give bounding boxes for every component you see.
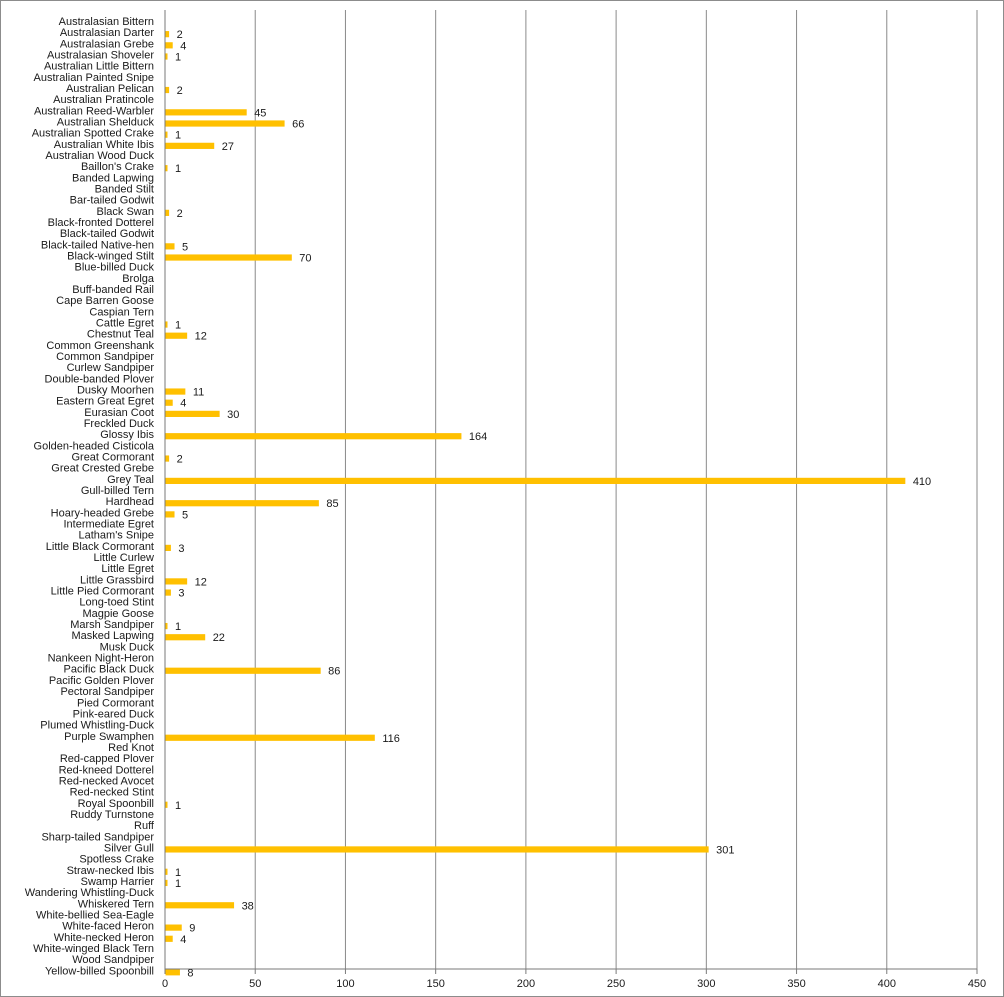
category-label: Latham's Snipe xyxy=(78,529,154,542)
data-label: 2 xyxy=(176,207,183,220)
bar xyxy=(166,143,215,149)
category-label: Purple Swamphen xyxy=(64,730,154,743)
category-label: Straw-necked Ibis xyxy=(66,864,154,877)
category-label: Black-tailed Native-hen xyxy=(40,239,154,252)
data-label: 12 xyxy=(194,330,207,343)
category-label: Australasian Shoveler xyxy=(46,49,154,62)
category-label: Banded Stilt xyxy=(94,183,154,196)
bar xyxy=(166,243,175,249)
category-label: Australian Pelican xyxy=(65,83,154,96)
category-label: Sharp-tailed Sandpiper xyxy=(41,831,154,844)
category-label: Double-banded Plover xyxy=(44,373,154,386)
category-label: Spotless Crake xyxy=(79,853,154,866)
category-label: Australian White Ibis xyxy=(53,138,154,151)
category-label: Australian Spotted Crake xyxy=(31,127,154,140)
data-label: 1 xyxy=(175,877,182,890)
data-label: 70 xyxy=(299,252,312,265)
category-label: Wandering Whistling-Duck xyxy=(24,887,154,900)
category-label: Australian Painted Snipe xyxy=(33,71,154,84)
category-label: Australasian Bittern xyxy=(58,16,154,28)
bar xyxy=(166,400,173,406)
category-label: Dusky Moorhen xyxy=(76,384,154,397)
data-label: 45 xyxy=(254,107,267,120)
data-label: 5 xyxy=(182,509,189,522)
category-label: Buff-banded Rail xyxy=(72,284,154,297)
data-label: 4 xyxy=(180,933,187,946)
category-label: Ruff xyxy=(134,820,154,833)
category-label: Red Knot xyxy=(108,741,154,754)
category-label: Caspian Tern xyxy=(89,306,154,319)
data-label: 27 xyxy=(221,140,234,153)
bar xyxy=(166,210,170,216)
category-label: Red-necked Stint xyxy=(69,786,154,799)
category-label: Swamp Harrier xyxy=(80,875,154,888)
category-label: Royal Spoonbill xyxy=(77,797,154,810)
category-label: Bar-tailed Godwit xyxy=(69,194,154,207)
category-label: Great Cormorant xyxy=(71,451,154,464)
bar xyxy=(166,802,168,808)
x-tick-label: 350 xyxy=(787,978,806,990)
category-label: Intermediate Egret xyxy=(63,518,154,531)
category-label: Black-winged Stilt xyxy=(67,250,154,263)
category-label: Masked Lapwing xyxy=(71,630,154,643)
category-label: Red-necked Avocet xyxy=(58,775,154,788)
data-label: 11 xyxy=(192,386,205,399)
category-label: Australian Pratincole xyxy=(53,94,154,107)
category-label: Silver Gull xyxy=(103,842,154,855)
bar xyxy=(166,578,188,584)
x-tick-label: 450 xyxy=(967,978,987,990)
bar xyxy=(166,165,168,171)
data-label: 2 xyxy=(176,29,183,42)
category-label: Australian Wood Duck xyxy=(45,150,154,163)
bar xyxy=(166,87,170,93)
x-tick-label: 400 xyxy=(877,978,896,990)
x-tick-labels xyxy=(162,978,986,990)
category-label: Curlew Sandpiper xyxy=(66,362,154,375)
category-label: Whiskered Tern xyxy=(77,898,154,911)
bar xyxy=(166,545,171,551)
category-label: Musk Duck xyxy=(99,641,154,654)
data-label: 1 xyxy=(175,129,182,142)
x-tick-label: 300 xyxy=(697,978,716,990)
category-label: Australasian Darter xyxy=(59,27,154,40)
bar xyxy=(166,31,170,37)
data-label: 1 xyxy=(175,866,182,879)
category-label: Chestnut Teal xyxy=(86,328,154,341)
category-label: Long-toed Stint xyxy=(79,596,154,609)
data-label: 3 xyxy=(178,587,185,600)
category-label: Australasian Grebe xyxy=(59,38,154,51)
category-label: Black-tailed Godwit xyxy=(59,228,154,241)
bar xyxy=(166,869,168,875)
bar xyxy=(166,500,319,506)
category-label: Little Pied Cormorant xyxy=(50,585,154,598)
bar xyxy=(166,321,168,327)
data-label: 2 xyxy=(176,453,183,466)
data-label: 4 xyxy=(180,40,187,53)
category-label: Nankeen Night-Heron xyxy=(47,652,154,665)
data-label: 1 xyxy=(175,319,182,332)
category-label: Red-kneed Dotterel xyxy=(58,764,154,777)
data-label: 86 xyxy=(328,665,341,678)
category-label: Marsh Sandpiper xyxy=(70,619,154,632)
category-label: Golden-headed Cisticola xyxy=(33,440,154,453)
bar xyxy=(166,589,171,595)
x-tick-label: 150 xyxy=(426,978,445,990)
category-label: Banded Lapwing xyxy=(72,172,154,185)
data-label: 8 xyxy=(187,967,194,980)
data-label: 5 xyxy=(182,241,189,254)
gridlines xyxy=(255,10,977,969)
bar xyxy=(166,433,462,439)
bar xyxy=(166,388,186,394)
category-label: White-necked Heron xyxy=(53,931,154,944)
bar xyxy=(166,969,180,975)
data-label: 1 xyxy=(175,621,182,634)
bar xyxy=(166,735,375,741)
category-label: Cattle Egret xyxy=(95,317,154,330)
category-label: Australian Little Bittern xyxy=(43,60,154,73)
data-label: 410 xyxy=(912,475,932,488)
data-label: 1 xyxy=(175,163,182,176)
bar xyxy=(166,511,175,517)
category-label: White-winged Black Tern xyxy=(33,942,154,955)
bar xyxy=(166,132,168,138)
bars xyxy=(166,31,906,975)
data-label: 4 xyxy=(180,397,187,410)
category-labels xyxy=(25,16,155,977)
bar xyxy=(166,254,292,260)
data-label: 3 xyxy=(178,542,185,555)
bar xyxy=(166,925,182,931)
category-label: Hoary-headed Grebe xyxy=(50,507,154,520)
category-label: Wood Sandpiper xyxy=(72,954,154,967)
category-label: Pacific Black Duck xyxy=(63,663,154,676)
x-tick-label: 50 xyxy=(249,978,262,990)
category-label: Yellow-billed Spoonbill xyxy=(44,965,154,978)
category-label: Australian Shelduck xyxy=(56,116,154,129)
bar xyxy=(166,623,168,629)
data-label: 301 xyxy=(716,844,735,857)
data-label: 22 xyxy=(212,632,225,645)
bar xyxy=(166,668,321,674)
bar xyxy=(166,634,206,640)
category-label: Pacific Golden Plover xyxy=(48,674,154,687)
category-label: White-faced Heron xyxy=(62,920,154,933)
category-label: Hardhead xyxy=(105,496,154,509)
bar xyxy=(166,120,285,126)
bar xyxy=(166,846,709,852)
x-tick-label: 250 xyxy=(606,978,626,990)
category-label: Little Grassbird xyxy=(80,574,154,587)
x-tick-label: 0 xyxy=(161,978,169,990)
axes xyxy=(165,10,977,974)
category-label: Common Sandpiper xyxy=(56,351,154,364)
category-label: Eurasian Coot xyxy=(84,406,154,419)
category-label: Little Black Cormorant xyxy=(45,540,154,553)
category-label: Great Crested Grebe xyxy=(51,462,154,475)
data-label: 12 xyxy=(194,576,207,589)
category-label: Black Swan xyxy=(96,205,154,218)
bar xyxy=(166,880,168,886)
bar xyxy=(166,902,235,908)
bar xyxy=(166,109,247,115)
data-label: 66 xyxy=(292,118,305,131)
x-tick-label: 100 xyxy=(336,978,355,990)
category-label: Pied Cormorant xyxy=(76,697,154,710)
bar xyxy=(166,333,188,339)
data-label: 30 xyxy=(227,408,240,421)
category-label: Baillon's Crake xyxy=(80,161,154,174)
bar xyxy=(166,455,170,461)
bar xyxy=(166,411,220,417)
category-label: Black-fronted Dotterel xyxy=(47,217,154,230)
category-label: Gull-billed Tern xyxy=(80,485,154,498)
bar xyxy=(166,478,906,484)
category-label: Plumed Whistling-Duck xyxy=(40,719,154,732)
x-tick-label: 200 xyxy=(516,978,536,990)
data-label: 1 xyxy=(175,799,182,812)
data-label: 2 xyxy=(176,85,183,98)
data-label: 116 xyxy=(382,732,400,745)
data-label: 9 xyxy=(189,922,196,935)
category-label: Australian Reed-Warbler xyxy=(33,105,154,118)
bar xyxy=(166,42,173,48)
bar-chart xyxy=(1,1,1003,996)
category-label: Cape Barren Goose xyxy=(56,295,154,308)
category-label: White-bellied Sea-Eagle xyxy=(35,909,154,922)
category-label: Blue-billed Duck xyxy=(74,261,154,274)
category-label: Ruddy Turnstone xyxy=(70,808,154,821)
category-label: Little Egret xyxy=(101,563,154,576)
category-label: Brolga xyxy=(122,272,154,285)
category-label: Grey Teal xyxy=(107,473,154,486)
category-label: Freckled Duck xyxy=(83,418,154,431)
bar xyxy=(166,53,168,59)
data-label: 1 xyxy=(175,51,182,64)
category-label: Eastern Great Egret xyxy=(56,395,154,408)
bar xyxy=(166,936,173,942)
category-label: Glossy Ibis xyxy=(100,429,154,442)
category-label: Pectoral Sandpiper xyxy=(60,686,154,699)
category-label: Red-capped Plover xyxy=(59,753,154,766)
data-label: 164 xyxy=(468,431,488,444)
category-label: Little Curlew xyxy=(93,552,154,565)
category-label: Common Greenshank xyxy=(46,339,154,352)
data-label: 85 xyxy=(326,498,339,511)
category-label: Magpie Goose xyxy=(82,607,154,620)
category-label: Pink-eared Duck xyxy=(72,708,154,721)
data-label: 38 xyxy=(241,900,254,913)
